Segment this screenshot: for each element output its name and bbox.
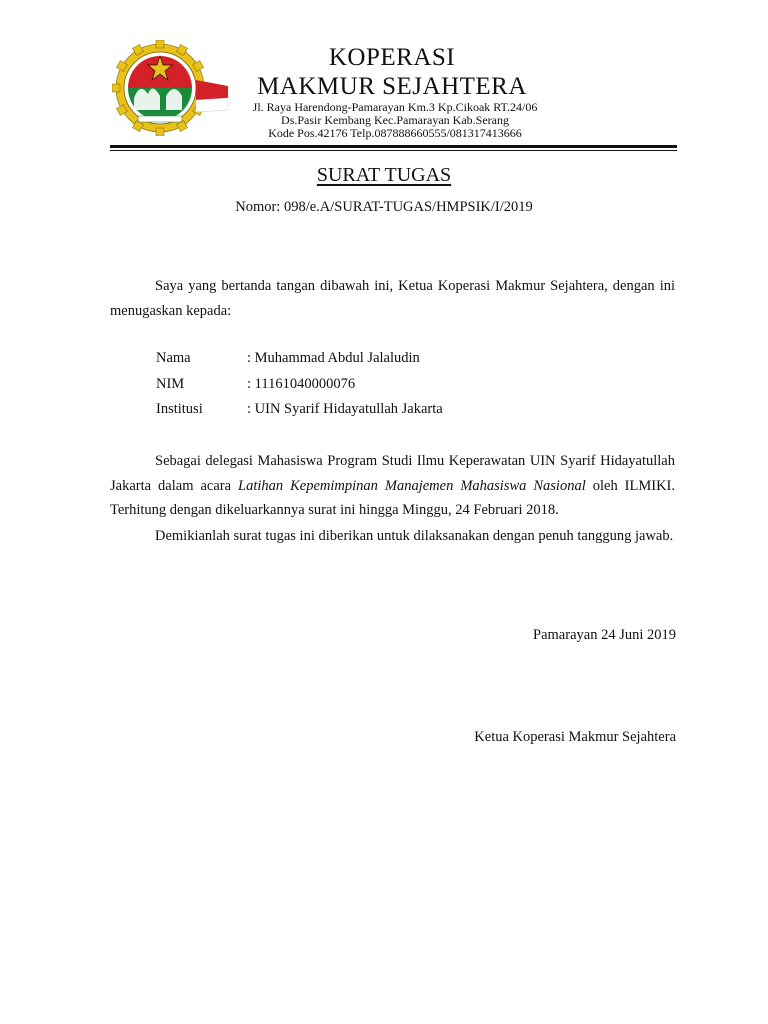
letterhead-divider-thin (110, 150, 677, 151)
address-line3: Kode Pos.42176 Telp.087888660555/081317413666 (268, 126, 522, 140)
document-title: SURAT TUGAS (316, 164, 452, 186)
place-date: Pamarayan 24 Juni 2019 (533, 627, 676, 643)
koperasi-emblem-icon (112, 40, 230, 136)
org-name-line2: MAKMUR SEJAHTERA (257, 73, 527, 100)
address-line1: Jl. Raya Harendong-Pamarayan Km.3 Kp.Cikoak RT.24/06 (252, 100, 538, 114)
intro-text: Saya yang bertanda tangan dibawah ini, Ketua Koperasi Makmur Sejahtera, dengan ini menugaskan kepada: (110, 278, 675, 319)
field-value-nama: : Muhammad Abdul Jalaludin (247, 350, 420, 366)
address-line2: Ds.Pasir Kembang Kec.Pamarayan Kab.Serang (281, 113, 509, 127)
signer-title: Ketua Koperasi Makmur Sejahtera (474, 729, 676, 745)
closing-paragraph (110, 524, 675, 549)
document-number: Nomor: 098/e.A/SURAT-TUGAS/HMPSIK/I/2019 (235, 199, 533, 215)
intro-paragraph (110, 274, 675, 323)
assignment-text-after: oleh ILMIKI. Terhitung dengan dikeluarkannya surat ini hingga Minggu, 24 Februari 2018. (110, 477, 676, 518)
assignment-paragraph (110, 449, 675, 523)
event-name: Latihan Kepemimpinan Manajemen Mahasiswa Nasional (238, 477, 586, 494)
letterhead-divider-thick (110, 145, 677, 148)
field-label-nama: Nama (156, 350, 191, 366)
field-value-institusi: : UIN Syarif Hidayatullah Jakarta (247, 401, 443, 417)
field-label-institusi: Institusi (156, 401, 203, 417)
field-label-nim: NIM (156, 376, 185, 392)
closing-text: Demikianlah surat tugas ini diberikan untuk dilaksanakan dengan penuh tanggung jawab. (155, 528, 674, 544)
org-name-line1: KOPERASI (328, 44, 456, 71)
field-value-nim: : 11161040000076 (247, 376, 356, 392)
assignment-text-before: Sebagai delegasi Mahasiswa Program Studi Ilmu Keperawatan UIN Syarif Hidayatullah Jakarta dalam acara (110, 453, 675, 494)
